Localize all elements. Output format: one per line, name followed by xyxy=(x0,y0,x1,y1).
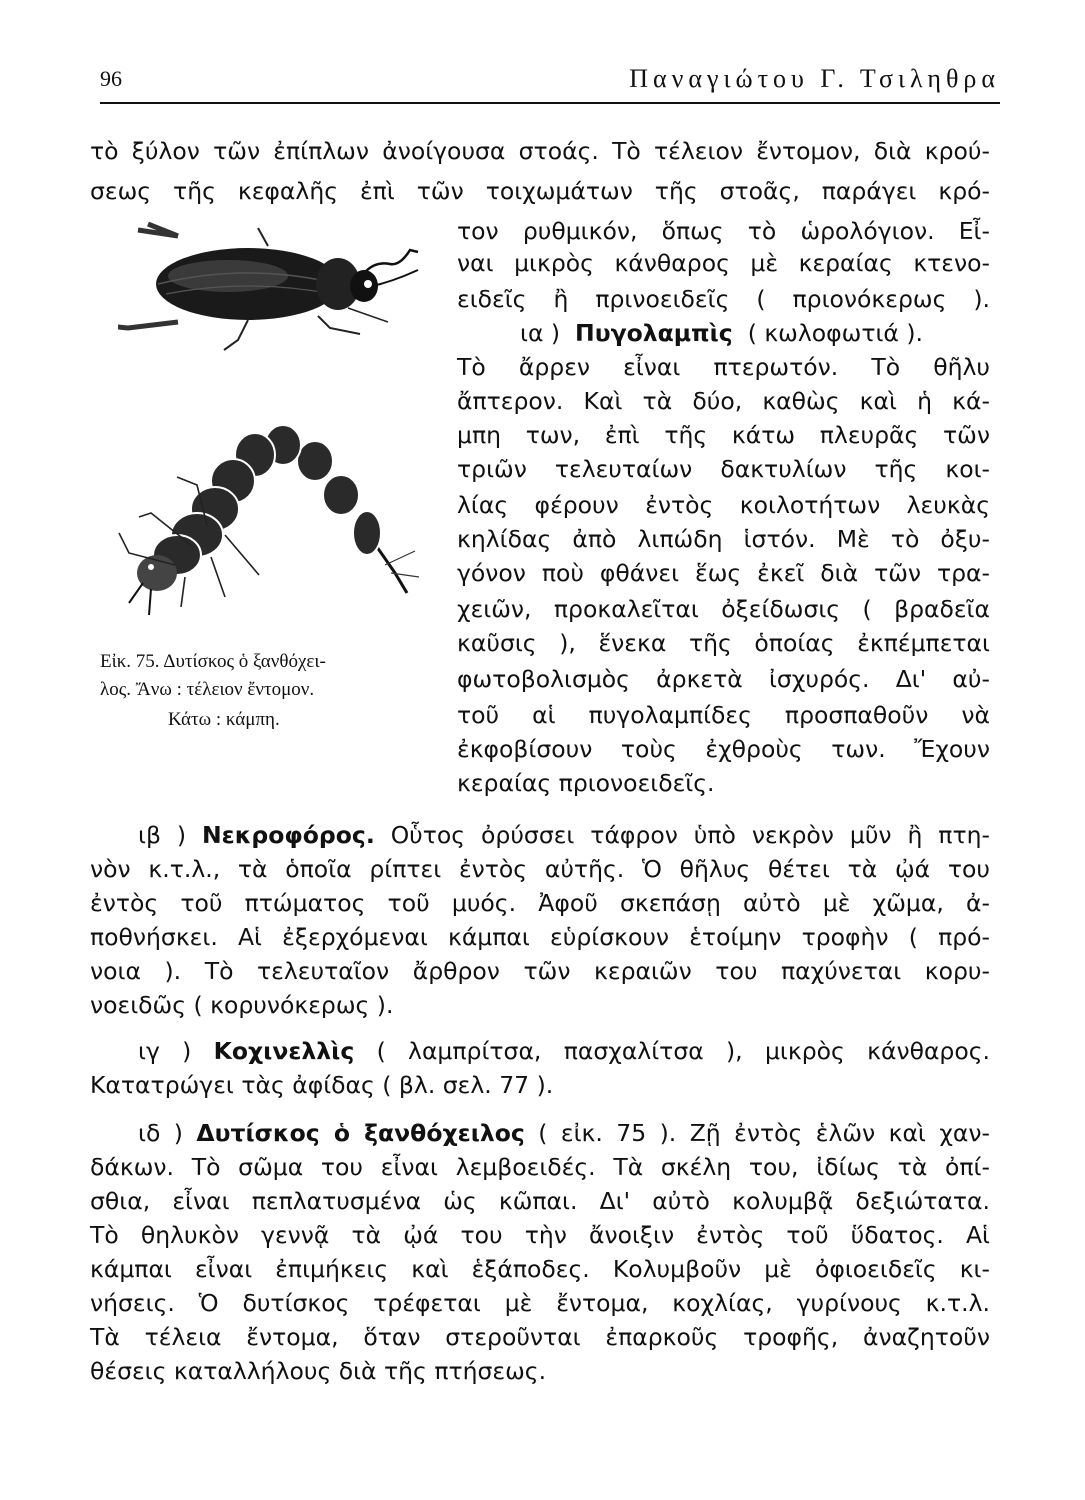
page-number: 96 xyxy=(100,66,122,91)
text-line: δάκων. Τὸ σῶμα του εἶναι λεμβοειδές. Τὰ σκέλη του, ἰδίως τὰ ὀπί- xyxy=(90,1153,990,1181)
text-line: Τὰ τέλεια ἔντομα, ὅταν στεροῦνται ἐπαρκοῦς τροφῆς, ἀναζητοῦν xyxy=(90,1323,990,1351)
section-term: Πυγολαμπὶς xyxy=(575,319,733,347)
text-line: νοια ). Τὸ τελευταῖον ἄρθρον τῶν κεραιῶν του παχύνεται κορυ- xyxy=(90,957,990,985)
larva-illustration xyxy=(115,415,430,630)
running-title: Παναγιώτου Γ. Τσιληθρα xyxy=(629,64,1000,93)
section-term: Κοχινελλὶς xyxy=(213,1037,355,1065)
section-number: ιγ ) xyxy=(138,1037,192,1065)
text-line: κάμπαι εἶναι ἐπιμήκεις καὶ ἑξάποδες. Κολυμβοῦν μὲ ὀφιοειδεῖς κι- xyxy=(90,1255,990,1283)
section-term: Δυτίσκος ὁ ξανθόχειλος xyxy=(196,1119,525,1147)
figure-caption-line: Κάτω : κάμπη. xyxy=(168,709,280,730)
section-id-first-line xyxy=(138,1119,990,1147)
text-line: τριῶν τελευταίων δακτυλίων τῆς κοι- xyxy=(457,455,990,483)
text-line: ειδεῖς ἢ πρινοειδεῖς ( πριονόκερως ). xyxy=(457,285,990,313)
text-line: μπη των, ἐπὶ τῆς κάτω πλευρᾶς τῶν xyxy=(457,421,990,449)
text-line: τοῦ αἱ πυγολαμπίδες προσπαθοῦν νὰ xyxy=(457,701,990,729)
section-gloss: ( κωλοφωτιά ). xyxy=(747,319,924,347)
text-line: ἐντὸς τοῦ πτώματος τοῦ μυός. Ἀφοῦ σκεπάσῃ αὐτὸ μὲ χῶμα, ἀ- xyxy=(90,889,990,917)
section-ig-first-line xyxy=(138,1037,990,1065)
text-line: σεως τῆς κεφαλῆς ἐπὶ τῶν τοιχωμάτων τῆς στοᾶς, παράγει κρό- xyxy=(90,177,990,205)
section-number: ια ) xyxy=(520,319,561,347)
text-line: ναι μικρὸς κάνθαρος μὲ κεραίας κτενο- xyxy=(457,249,990,277)
section-ia-heading xyxy=(520,319,924,347)
figure-caption-line: λος. Ἄνω : τέλειον ἔντομον. xyxy=(100,679,315,700)
beetle-illustration xyxy=(118,222,428,357)
text-line: λίας φέρουν ἐντὸς κοιλοτήτων λευκὰς xyxy=(457,491,990,519)
section-ib-first-line xyxy=(138,821,990,849)
text-line: Τὸ ἄρρεν εἶναι πτερωτόν. Τὸ θῆλυ xyxy=(457,353,990,381)
text-line: Κατατρώγει τὰς ἀφίδας ( βλ. σελ. 77 ). xyxy=(90,1071,554,1099)
text-line: κηλίδας ἀπὸ λιπώδη ἱστόν. Μὲ τὸ ὀξυ- xyxy=(457,525,990,553)
section-text: Οὗτος ὀρύσσει τάφρον ὑπὸ νεκρὸν μῦν ἢ πτη- xyxy=(390,821,990,849)
text-line: φωτοβολισμὸς ἀρκετὰ ἰσχυρός. Δι' αὐ- xyxy=(457,665,990,693)
text-line: νὸν κ.τ.λ., τὰ ὁποῖα ρίπτει ἐντὸς αὐτῆς. Ὁ θῆλυς θέτει τὰ ᾠά του xyxy=(90,855,990,883)
text-line: ἄπτερον. Καὶ τὰ δύο, καθὼς καὶ ἡ κά- xyxy=(457,387,990,415)
page-header xyxy=(100,58,1000,104)
text-line: χειῶν, προκαλεῖται ὀξείδωσις ( βραδεῖα xyxy=(457,595,990,623)
section-text: ( λαμπρίτσα, πασχαλίτσα ), μικρὸς κάνθαρος. xyxy=(376,1037,990,1065)
text-line: ἐκφοβίσουν τοὺς ἐχθροὺς των. Ἔχουν xyxy=(457,735,990,763)
text-line: κεραίας πριονοειδεῖς. xyxy=(457,769,715,797)
text-line: καῦσις ), ἕνεκα τῆς ὁποίας ἐκπέμπεται xyxy=(457,629,990,657)
section-number: ιδ ) xyxy=(138,1119,183,1147)
section-number: ιβ ) xyxy=(138,821,187,849)
text-line: τον ρυθμικόν, ὅπως τὸ ὡρολόγιον. Εἶ- xyxy=(457,217,990,245)
text-line: σθια, εἶναι πεπλατυσμένα ὡς κῶπαι. Δι' αὐτὸ κολυμβᾷ δεξιώτατα. xyxy=(90,1187,990,1215)
text-line: νοειδῶς ( κορυνόκερως ). xyxy=(90,991,394,1019)
figure-caption-line: Εἰκ. 75. Δυτίσκος ὁ ξανθόχει- xyxy=(100,651,326,672)
text-line: νήσεις. Ὁ δυτίσκος τρέφεται μὲ ἔντομα, κοχλίας, γυρίνους κ.τ.λ. xyxy=(90,1289,990,1317)
text-line: θέσεις καταλλήλους διὰ τῆς πτήσεως. xyxy=(90,1357,547,1385)
section-term: Νεκροφόρος. xyxy=(201,821,375,849)
text-line: Τὸ θηλυκὸν γεννᾷ τὰ ᾠά του τὴν ἄνοιξιν ἐντὸς τοῦ ὕδατος. Αἱ xyxy=(90,1221,990,1249)
section-text: ( εἰκ. 75 ). Ζῇ ἐντὸς ἑλῶν καὶ χαν- xyxy=(538,1119,990,1147)
text-line: γόνον ποὺ φθάνει ἕως ἐκεῖ διὰ τῶν τρα- xyxy=(457,559,990,587)
text-line: ποθνήσκει. Αἱ ἐξερχόμεναι κάμπαι εὑρίσκουν ἑτοίμην τροφὴν ( πρό- xyxy=(90,923,990,951)
text-line: τὸ ξύλον τῶν ἐπίπλων ἀνοίγουσα στοάς. Τὸ τέλειον ἔντομον, διὰ κρού- xyxy=(90,137,990,165)
